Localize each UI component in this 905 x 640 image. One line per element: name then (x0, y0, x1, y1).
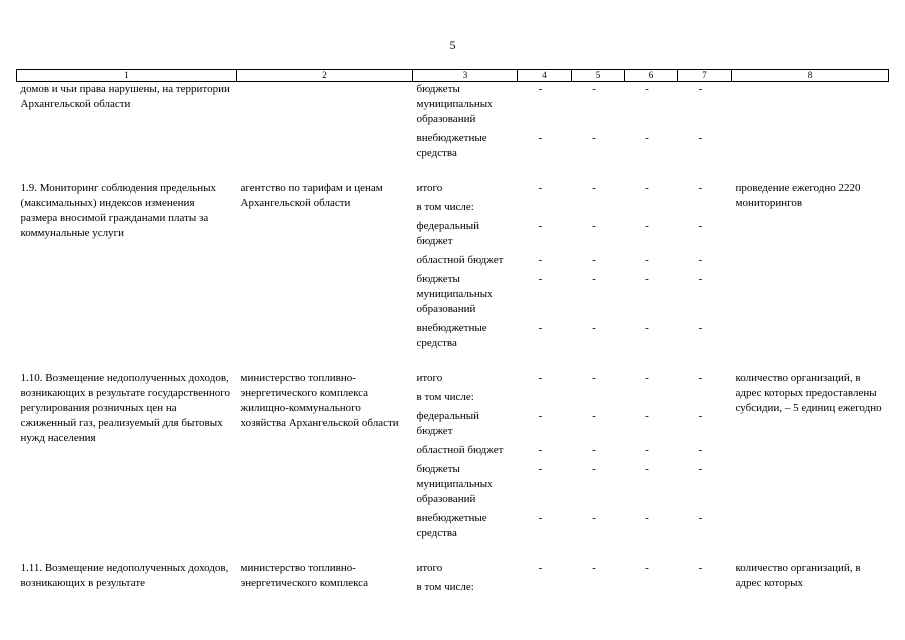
financing-row (413, 253, 732, 268)
financing-value-c7: - (698, 132, 703, 144)
financing-row (413, 82, 732, 127)
financing-value-c7: - (698, 410, 703, 422)
financing-source: итого (416, 562, 443, 574)
financing-block (413, 367, 732, 557)
column-header: 5 (572, 70, 625, 82)
financing-value-c4 (514, 390, 568, 405)
financing-value-c6: - (645, 83, 649, 95)
table-row (17, 557, 889, 599)
financing-value-c5: - (592, 463, 596, 475)
financing-row (413, 561, 732, 576)
financing-row (413, 390, 732, 405)
column-header: 2 (237, 70, 413, 82)
financing-value-c5 (568, 390, 621, 405)
financing-value-c5: - (592, 273, 596, 285)
executor: министерство топливно-энергетического комплекса жилищно-коммунального хозяйства Архангельской области (240, 372, 399, 429)
program-table (16, 69, 889, 599)
column-header: 7 (678, 70, 732, 82)
expected-result: проведение ежегодно 2220 мониторингов (735, 182, 861, 209)
financing-value-c6: - (645, 220, 649, 232)
financing-value-c7: - (698, 444, 703, 456)
financing-row (413, 200, 732, 215)
financing-value-c7 (674, 580, 728, 595)
financing-value-c6 (621, 580, 674, 595)
financing-value-c6: - (645, 372, 649, 384)
financing-value-c7: - (698, 372, 703, 384)
financing-source: итого (416, 372, 443, 384)
expected-result (732, 82, 889, 178)
financing-value-c6: - (645, 273, 649, 285)
measure-name: 1.11. Возмещение недополученных доходов, возникающих в результате (20, 562, 229, 589)
financing-value-c4: - (538, 83, 543, 95)
financing-value-c4: - (538, 132, 543, 144)
measure-name: домов и чьи права нарушены, на территории Архангельской области (20, 83, 230, 110)
expected-result: количество организаций, в адрес которых предоставлены субсидии, – 5 единиц ежегодно (735, 372, 882, 414)
financing-value-c5: - (592, 512, 596, 524)
financing-value-c5: - (592, 254, 596, 266)
financing-source: федеральный бюджет (416, 220, 479, 247)
financing-value-c4: - (538, 463, 543, 475)
financing-value-c7: - (698, 463, 703, 475)
financing-value-c6: - (645, 254, 649, 266)
expected-result: количество организаций, в адрес которых (735, 562, 861, 589)
financing-source: областной бюджет (416, 444, 504, 456)
financing-block (413, 177, 732, 367)
financing-row (413, 511, 732, 541)
financing-value-c4: - (538, 182, 543, 194)
measure-name: 1.10. Возмещение недополученных доходов, возникающих в результате государственного регулирования розничных цен на сжиженный газ, реализуемый для бытовых нужд населения (20, 372, 231, 444)
financing-value-c4 (514, 200, 568, 215)
financing-value-c7 (674, 390, 728, 405)
financing-value-c7: - (698, 512, 703, 524)
column-header: 4 (518, 70, 572, 82)
financing-value-c6: - (645, 182, 649, 194)
financing-source: внебюджетные средства (416, 132, 487, 159)
financing-value-c7: - (698, 562, 703, 574)
financing-value-c4: - (538, 273, 543, 285)
financing-row (413, 219, 732, 249)
financing-value-c5: - (592, 410, 596, 422)
column-header: 6 (625, 70, 678, 82)
financing-value-c5 (568, 200, 621, 215)
financing-row (413, 409, 732, 439)
financing-value-c7: - (698, 273, 703, 285)
financing-value-c6: - (645, 444, 649, 456)
financing-row (413, 462, 732, 507)
financing-value-c6: - (645, 132, 649, 144)
financing-source: бюджеты муниципальных образований (416, 83, 493, 125)
financing-value-c4: - (538, 444, 543, 456)
financing-source: итого (416, 182, 443, 194)
financing-value-c4: - (538, 220, 543, 232)
executor: министерство топливно-энергетического комплекса (240, 562, 369, 589)
financing-value-c4: - (538, 410, 543, 422)
financing-value-c6: - (645, 322, 649, 334)
financing-value-c4: - (538, 254, 543, 266)
financing-value-c6: - (645, 512, 649, 524)
financing-value-c4: - (538, 322, 543, 334)
executor: агентство по тарифам и ценам Архангельской области (240, 182, 383, 209)
financing-value-c5 (568, 580, 621, 595)
financing-value-c5: - (592, 444, 596, 456)
financing-source: внебюджетные средства (416, 322, 487, 349)
financing-value-c7: - (698, 254, 703, 266)
measure-name: 1.9. Мониторинг соблюдения предельных (максимальных) индексов изменения размера вносимой гражданами платы за коммунальные услуги (20, 182, 217, 239)
table-row (17, 367, 889, 557)
column-header: 1 (17, 70, 237, 82)
financing-block (413, 82, 732, 178)
financing-value-c4: - (538, 372, 543, 384)
financing-value-c7: - (698, 83, 703, 95)
financing-source: областной бюджет (416, 254, 504, 266)
page-number: 5 (449, 38, 456, 52)
financing-value-c7: - (698, 182, 703, 194)
financing-source: бюджеты муниципальных образований (416, 463, 493, 505)
financing-row (413, 181, 732, 196)
column-header: 3 (413, 70, 518, 82)
financing-source: в том числе: (416, 581, 474, 593)
financing-row (413, 321, 732, 351)
financing-value-c5: - (592, 83, 596, 95)
financing-value-c5: - (592, 132, 596, 144)
financing-source: в том числе: (416, 201, 474, 213)
financing-value-c4 (514, 580, 568, 595)
table-row (17, 177, 889, 367)
financing-value-c4: - (538, 512, 543, 524)
financing-value-c5: - (592, 182, 596, 194)
financing-row (413, 131, 732, 161)
financing-value-c6 (621, 200, 674, 215)
financing-row (413, 272, 732, 317)
table-row (17, 82, 889, 178)
financing-row (413, 580, 732, 595)
financing-value-c4: - (538, 562, 543, 574)
column-header-row (17, 70, 889, 82)
financing-value-c5: - (592, 220, 596, 232)
financing-value-c6 (621, 390, 674, 405)
column-header: 8 (732, 70, 889, 82)
financing-value-c7: - (698, 220, 703, 232)
financing-value-c6: - (645, 562, 649, 574)
financing-source: в том числе: (416, 391, 474, 403)
financing-block (413, 557, 732, 599)
financing-value-c6: - (645, 410, 649, 422)
financing-source: внебюджетные средства (416, 512, 487, 539)
financing-value-c5: - (592, 372, 596, 384)
financing-row (413, 371, 732, 386)
executor (237, 82, 413, 178)
financing-source: бюджеты муниципальных образований (416, 273, 493, 315)
financing-source: федеральный бюджет (416, 410, 479, 437)
financing-value-c7: - (698, 322, 703, 334)
financing-value-c5: - (592, 562, 596, 574)
financing-row (413, 443, 732, 458)
financing-value-c5: - (592, 322, 596, 334)
financing-value-c7 (674, 200, 728, 215)
financing-value-c6: - (645, 463, 649, 475)
